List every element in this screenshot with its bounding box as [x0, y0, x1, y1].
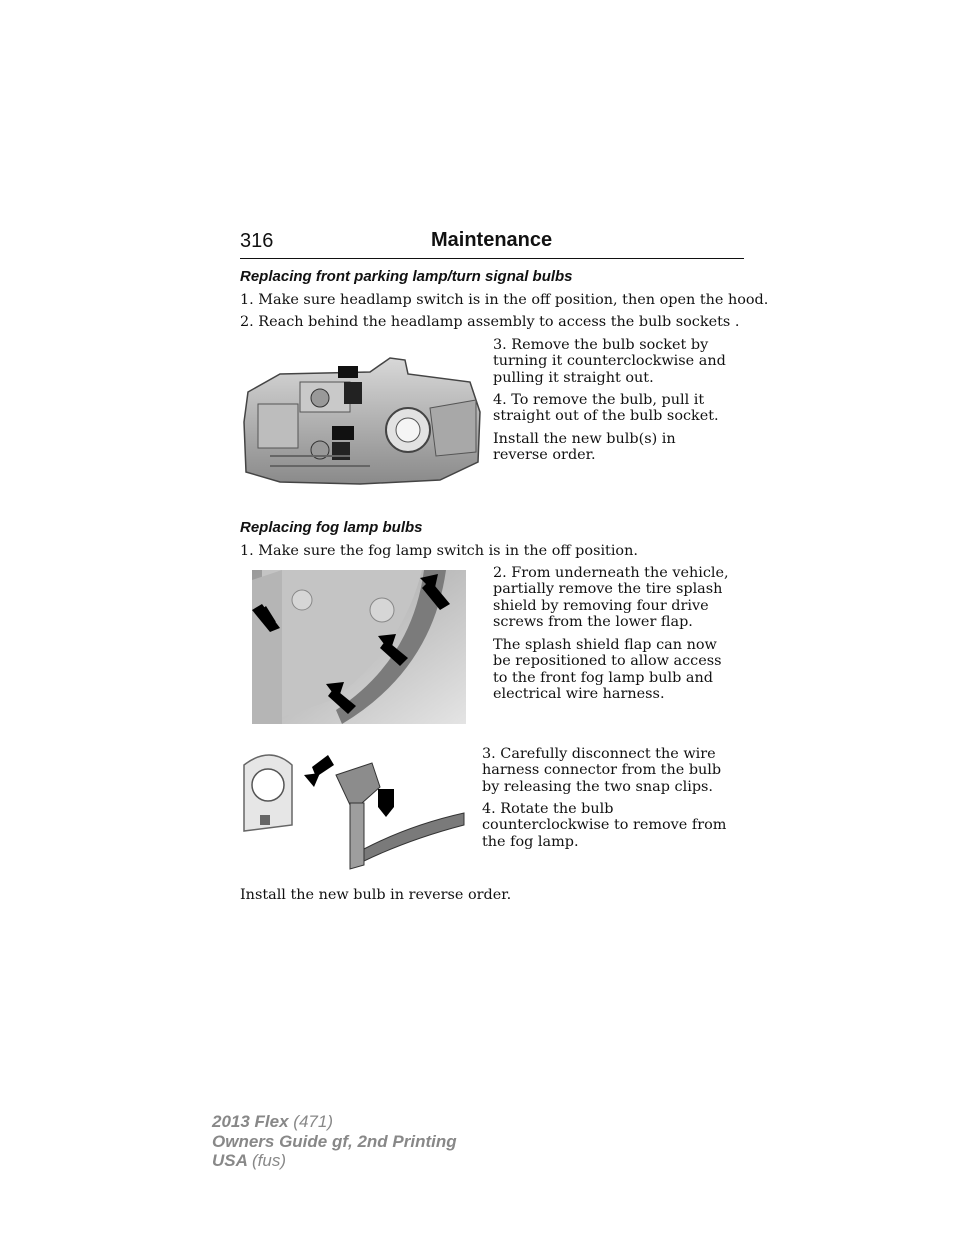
section-title-fog-lamp: Replacing fog lamp bulbs: [240, 519, 423, 536]
fog-step-2: 2. From underneath the vehicle, partially remove the tire splash shield by removing four drive screws from the lower flap.: [493, 565, 729, 630]
parking-step-1: 1. Make sure headlamp switch is in the off position, then open the hood.: [240, 292, 769, 308]
parking-install: Install the new bulb(s) in reverse order.: [493, 431, 676, 464]
parking-step-4: 4. To remove the bulb, pull it straight out of the bulb socket.: [493, 392, 719, 425]
fog-step-1: 1. Make sure the fog lamp switch is in the off position.: [240, 543, 638, 559]
footer-model: 2013 Flex: [212, 1112, 289, 1131]
footer-line-2: Owners Guide gf, 2nd Printing: [212, 1131, 457, 1151]
page-footer: [212, 1112, 457, 1171]
footer-market-code: (fus): [252, 1151, 286, 1170]
footer-model-code: (471): [293, 1112, 333, 1131]
fog-step-4: 4. Rotate the bulb counterclockwise to remove from the fog lamp.: [482, 801, 727, 850]
parking-step-3: 3. Remove the bulb socket by turning it counterclockwise and pulling it straight out.: [493, 337, 726, 386]
section-title-parking-lamp: Replacing front parking lamp/turn signal bulbs: [240, 268, 573, 285]
parking-step-2: 2. Reach behind the headlamp assembly to access the bulb sockets .: [240, 314, 740, 330]
chapter-title: Maintenance: [431, 229, 553, 251]
page-header: [240, 228, 744, 259]
page-number: 316: [240, 230, 274, 252]
footer-line-1: [212, 1112, 457, 1132]
fog-step-3: 3. Carefully disconnect the wire harness connector from the bulb by releasing the two snap clips.: [482, 746, 722, 795]
fog-lamp-connector-illustration: [240, 745, 466, 871]
fog-install: Install the new bulb in reverse order.: [240, 887, 512, 903]
footer-market: USA: [212, 1151, 248, 1170]
footer-line-3: [212, 1151, 457, 1171]
fog-shield-note: The splash shield flap can now be repositioned to allow access to the front fog lamp bulb and electrical wire harness.: [493, 637, 722, 702]
headlamp-assembly-illustration: [240, 352, 482, 488]
splash-shield-illustration: [252, 570, 466, 724]
